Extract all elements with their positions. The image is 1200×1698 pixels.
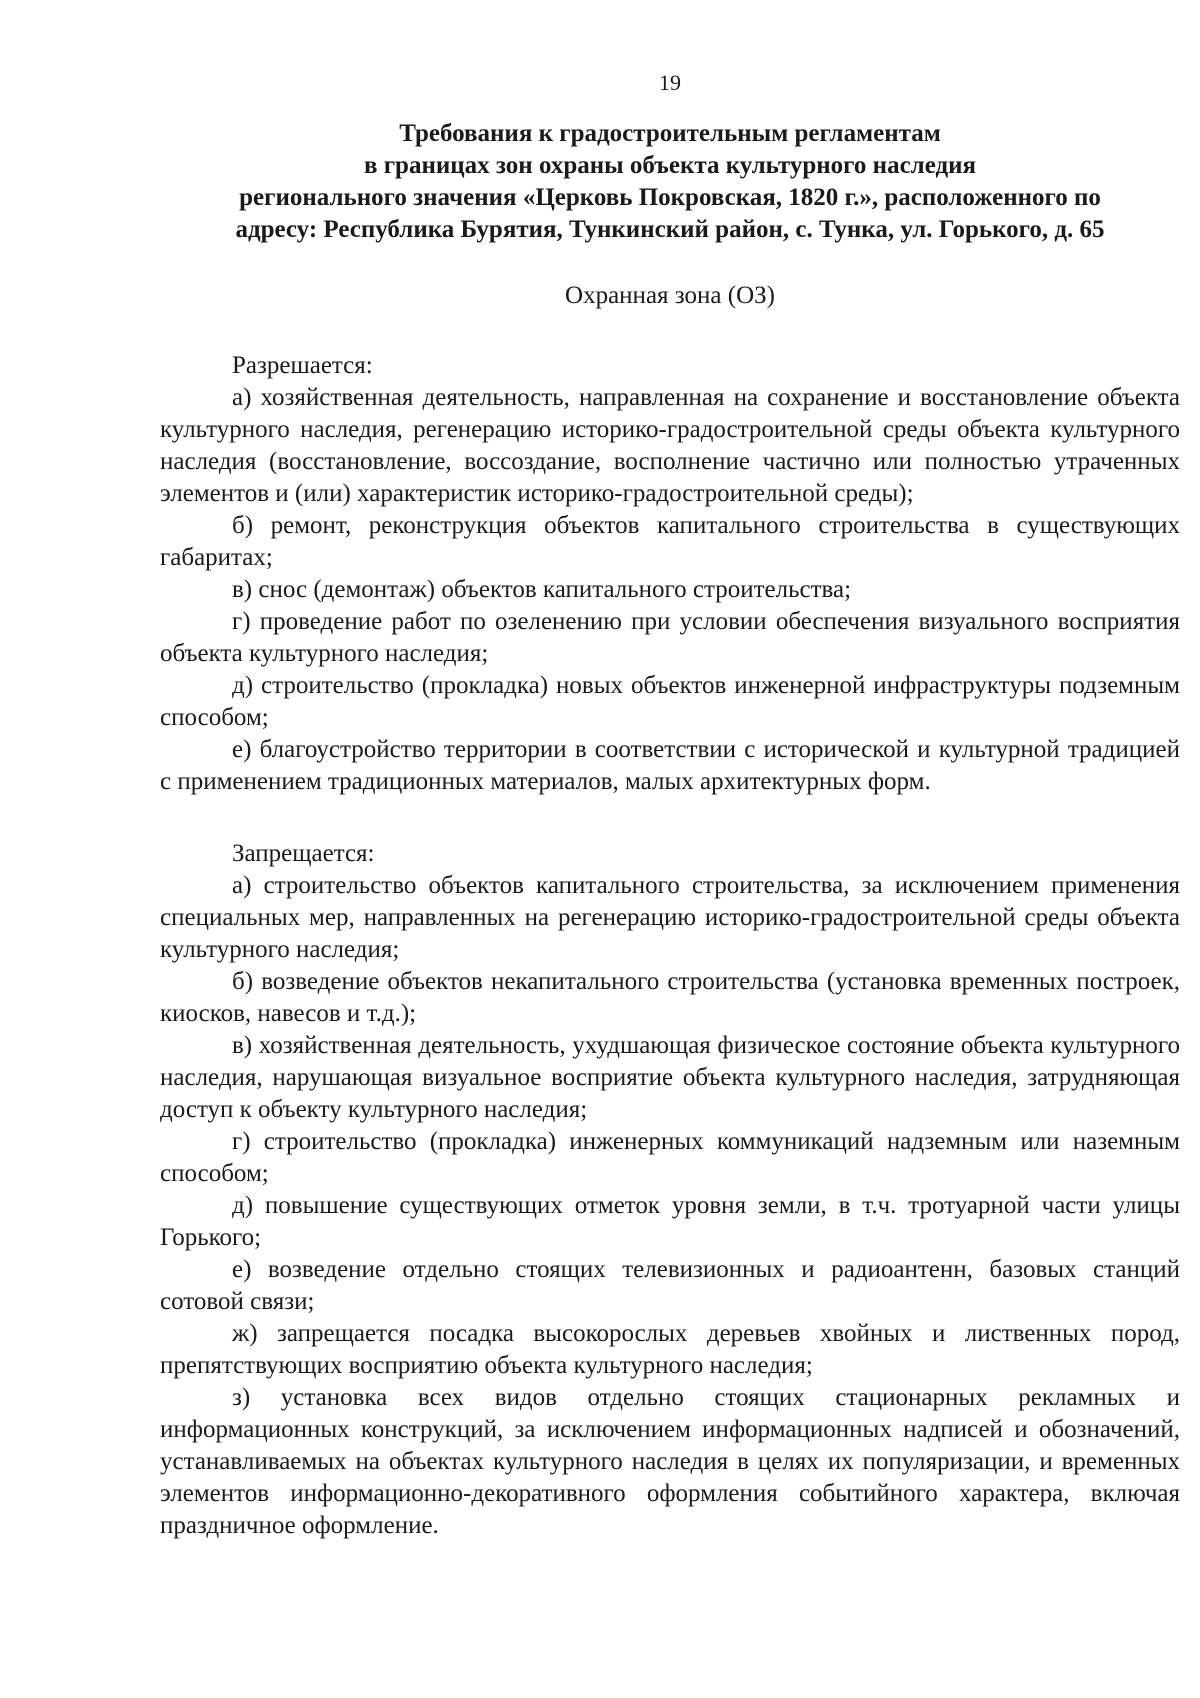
document-title [160,118,1180,246]
forbidden-item: ж) запрещается посадка высокорослых деревьев хвойных и лиственных пород, препятствующих восприятию объекта культурного наследия; [160,1320,1180,1379]
document-page [160,70,1180,1542]
allowed-label: Разрешается: [232,352,373,379]
forbidden-item: а) строительство объектов капитального строительства, за исключением применения специальных мер, направленных на регенерацию историко-градостроительной среды объекта культурного наследия; [160,872,1180,963]
forbidden-item: з) установка всех видов отдельно стоящих стационарных рекламных и информационных конструкций, за исключением информационных надписей и обозначений, устанавливаемых на объектах культурного наследия в целях их популяризации, и временных элементов информационно-декоративного оформления событийного характера, включая праздничное оформление. [160,1384,1180,1539]
forbidden-item: е) возведение отдельно стоящих телевизионных и радиоантенн, базовых станций сотовой связи; [160,1256,1180,1315]
allowed-item: б) ремонт, реконструкция объектов капитального строительства в существующих габаритах; [160,512,1180,571]
page-number: 19 [659,70,681,95]
title-line: адресу: Республика Бурятия, Тункинский район, с. Тунка, ул. Горького, д. 65 [235,216,1105,243]
forbidden-section [160,838,1180,1542]
zone-heading: Охранная зона (ОЗ) [565,282,775,309]
allowed-item: д) строительство (прокладка) новых объектов инженерной инфраструктуры подземным способом; [160,672,1180,731]
forbidden-item: б) возведение объектов некапитального строительства (установка временных построек, киосков, навесов и т.д.); [160,968,1180,1027]
title-line: Требования к градостроительным регламентам [399,120,941,147]
allowed-section [160,350,1180,798]
forbidden-item: д) повышение существующих отметок уровня земли, в т.ч. тротуарной части улицы Горького; [160,1192,1180,1251]
forbidden-item: г) строительство (прокладка) инженерных коммуникаций надземным или наземным способом; [160,1128,1180,1187]
allowed-item: в) снос (демонтаж) объектов капитального строительства; [232,576,852,603]
allowed-item: а) хозяйственная деятельность, направленная на сохранение и восстановление объекта культурного наследия, регенерацию историко-градостроительной среды объекта культурного наследия (восстановление, воссоздание, восполнение частично или полностью утраченных элементов и (или) характеристик историко-градостроительной среды); [160,384,1180,507]
forbidden-item: в) хозяйственная деятельность, ухудшающая физическое состояние объекта культурного наследия, нарушающая визуальное восприятие объекта культурного наследия, затрудняющая доступ к объекту культурного наследия; [160,1032,1180,1123]
forbidden-label: Запрещается: [232,840,375,867]
title-line: в границах зон охраны объекта культурного наследия [363,152,977,179]
allowed-item: г) проведение работ по озеленению при условии обеспечения визуального восприятия объекта культурного наследия; [160,608,1180,667]
title-line: регионального значения «Церковь Покровская, 1820 г.», расположенного по [239,184,1101,211]
allowed-item: е) благоустройство территории в соответствии с исторической и культурной традицией с применением традиционных материалов, малых архитектурных форм. [160,736,1180,795]
